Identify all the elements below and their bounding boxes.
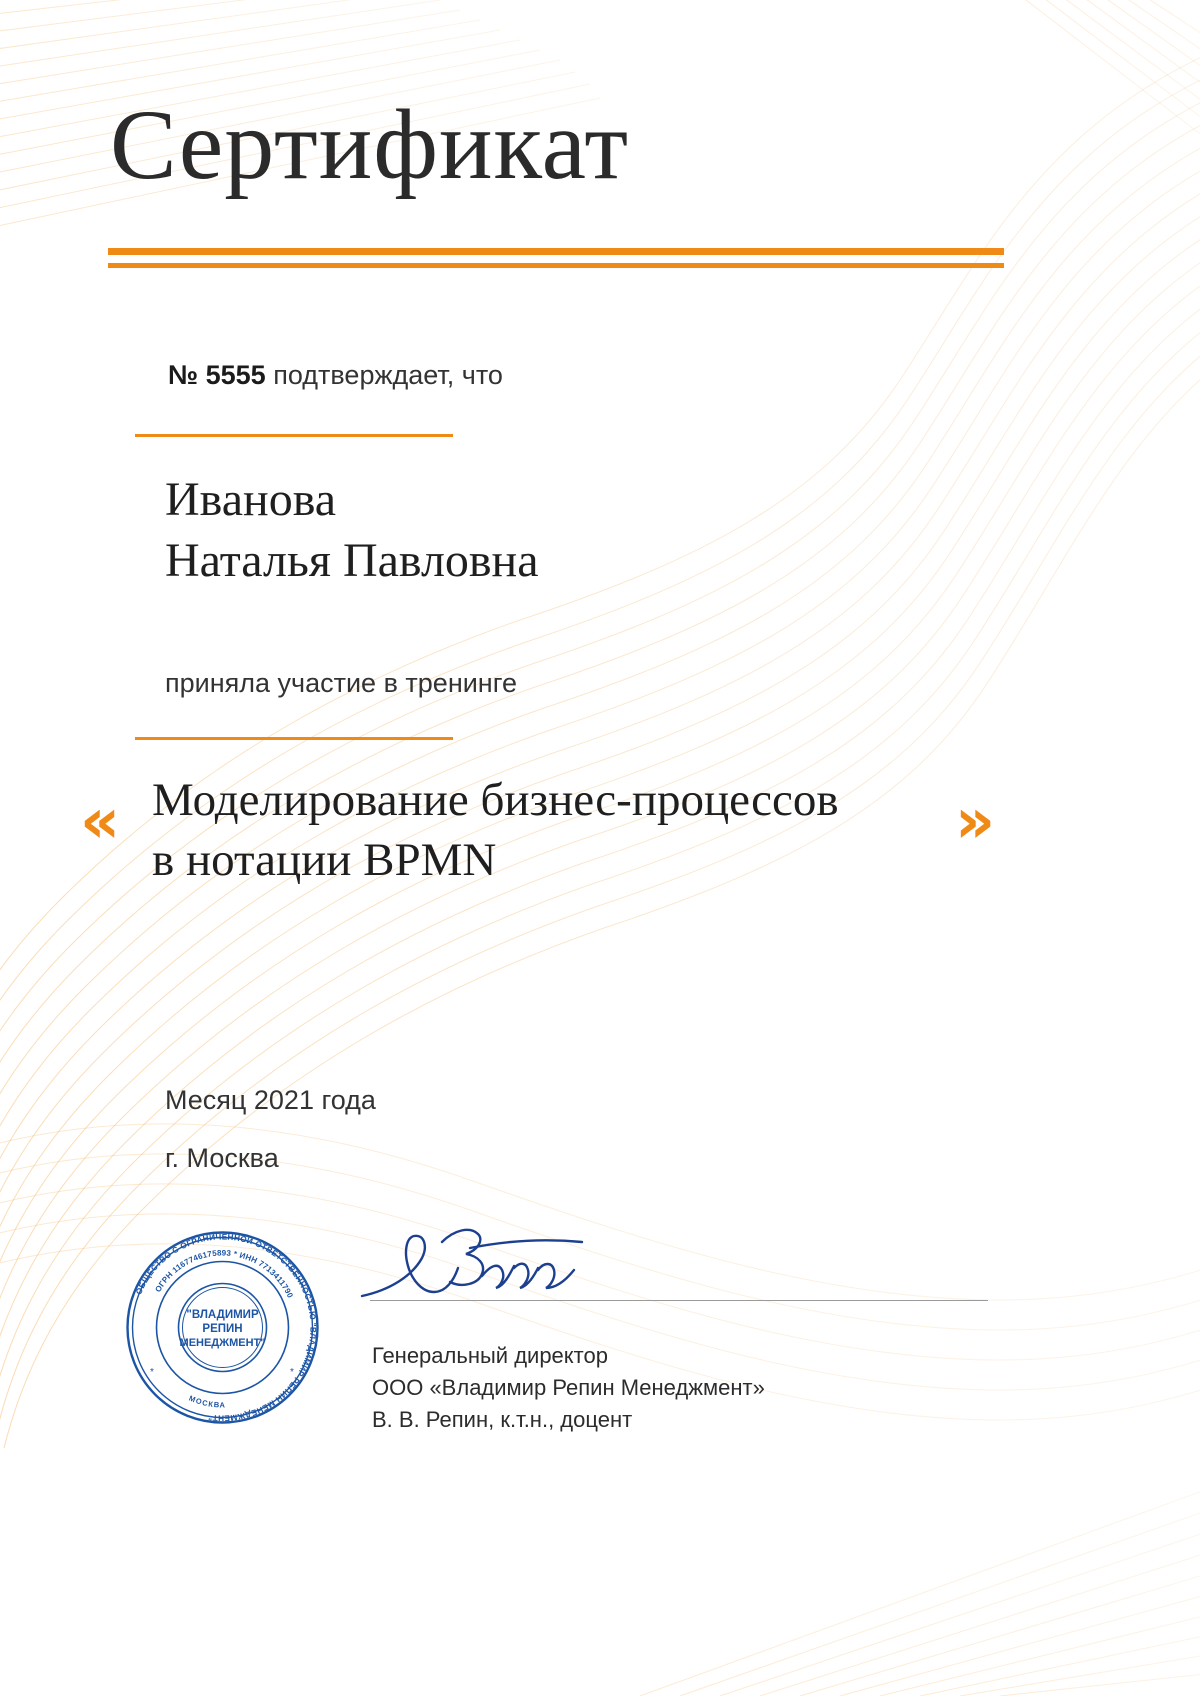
signature-image (350, 1218, 610, 1313)
chevron-right-icon: » (955, 784, 996, 857)
confirms-text: подтверждает, что (273, 360, 503, 390)
certificate-number: 5555 (205, 360, 266, 390)
svg-text:МОСКВА: МОСКВА (187, 1393, 226, 1410)
svg-text:ОБЩЕСТВО С ОГРАНИЧЕННОЙ ОТВЕТС: ОБЩЕСТВО С ОГРАНИЧЕННОЙ ОТВЕТСТВЕННОСТЬЮ "ВЛАДИМИР РЕПИН МЕНЕДЖМЕНТ" (134, 1232, 318, 1423)
issue-date: Месяц 2021 года (165, 1085, 376, 1115)
signature-line (370, 1300, 988, 1301)
issue-city: г. Москва (165, 1143, 279, 1173)
svg-text:*: * (150, 1367, 154, 1378)
chevron-left-icon: « (80, 784, 121, 857)
course-title: Моделирование бизнес-процессов в нотации BPMN (152, 774, 839, 887)
svg-text:РЕПИН: РЕПИН (202, 1323, 243, 1335)
svg-text:МЕНЕДЖМЕНТ": МЕНЕДЖМЕНТ" (179, 1337, 266, 1349)
signatory-block (372, 1340, 765, 1436)
certificate-number-line (168, 360, 503, 391)
svg-text:*: * (290, 1367, 294, 1378)
participation-text: приняла участие в тренинге (165, 668, 517, 698)
signatory-person: В. В. Репин, к.т.н., доцент (372, 1406, 633, 1432)
svg-text:"ВЛАДИМИР: "ВЛАДИМИР (186, 1309, 259, 1321)
svg-text:ОГРН 1167746175893 * ИНН 7: ОГРН 1167746175893 * ИНН 7713411790 (153, 1248, 295, 1300)
recipient-first-patronymic: Наталья Павловна (165, 533, 539, 587)
signatory-company: ООО «Владимир Репин Менеджмент» (372, 1374, 765, 1400)
signatory-position: Генеральный директор (372, 1343, 608, 1368)
title-divider (108, 248, 1004, 268)
company-stamp-icon (120, 1225, 325, 1430)
page-title: Сертификат (110, 89, 630, 200)
divider-bar-thick (108, 248, 1004, 255)
course-divider (135, 737, 453, 740)
recipient-divider (135, 434, 453, 437)
number-symbol: № (168, 360, 199, 390)
divider-bar-thin (108, 263, 1004, 268)
recipient-name (165, 470, 539, 592)
recipient-last-name: Иванова (165, 473, 337, 526)
